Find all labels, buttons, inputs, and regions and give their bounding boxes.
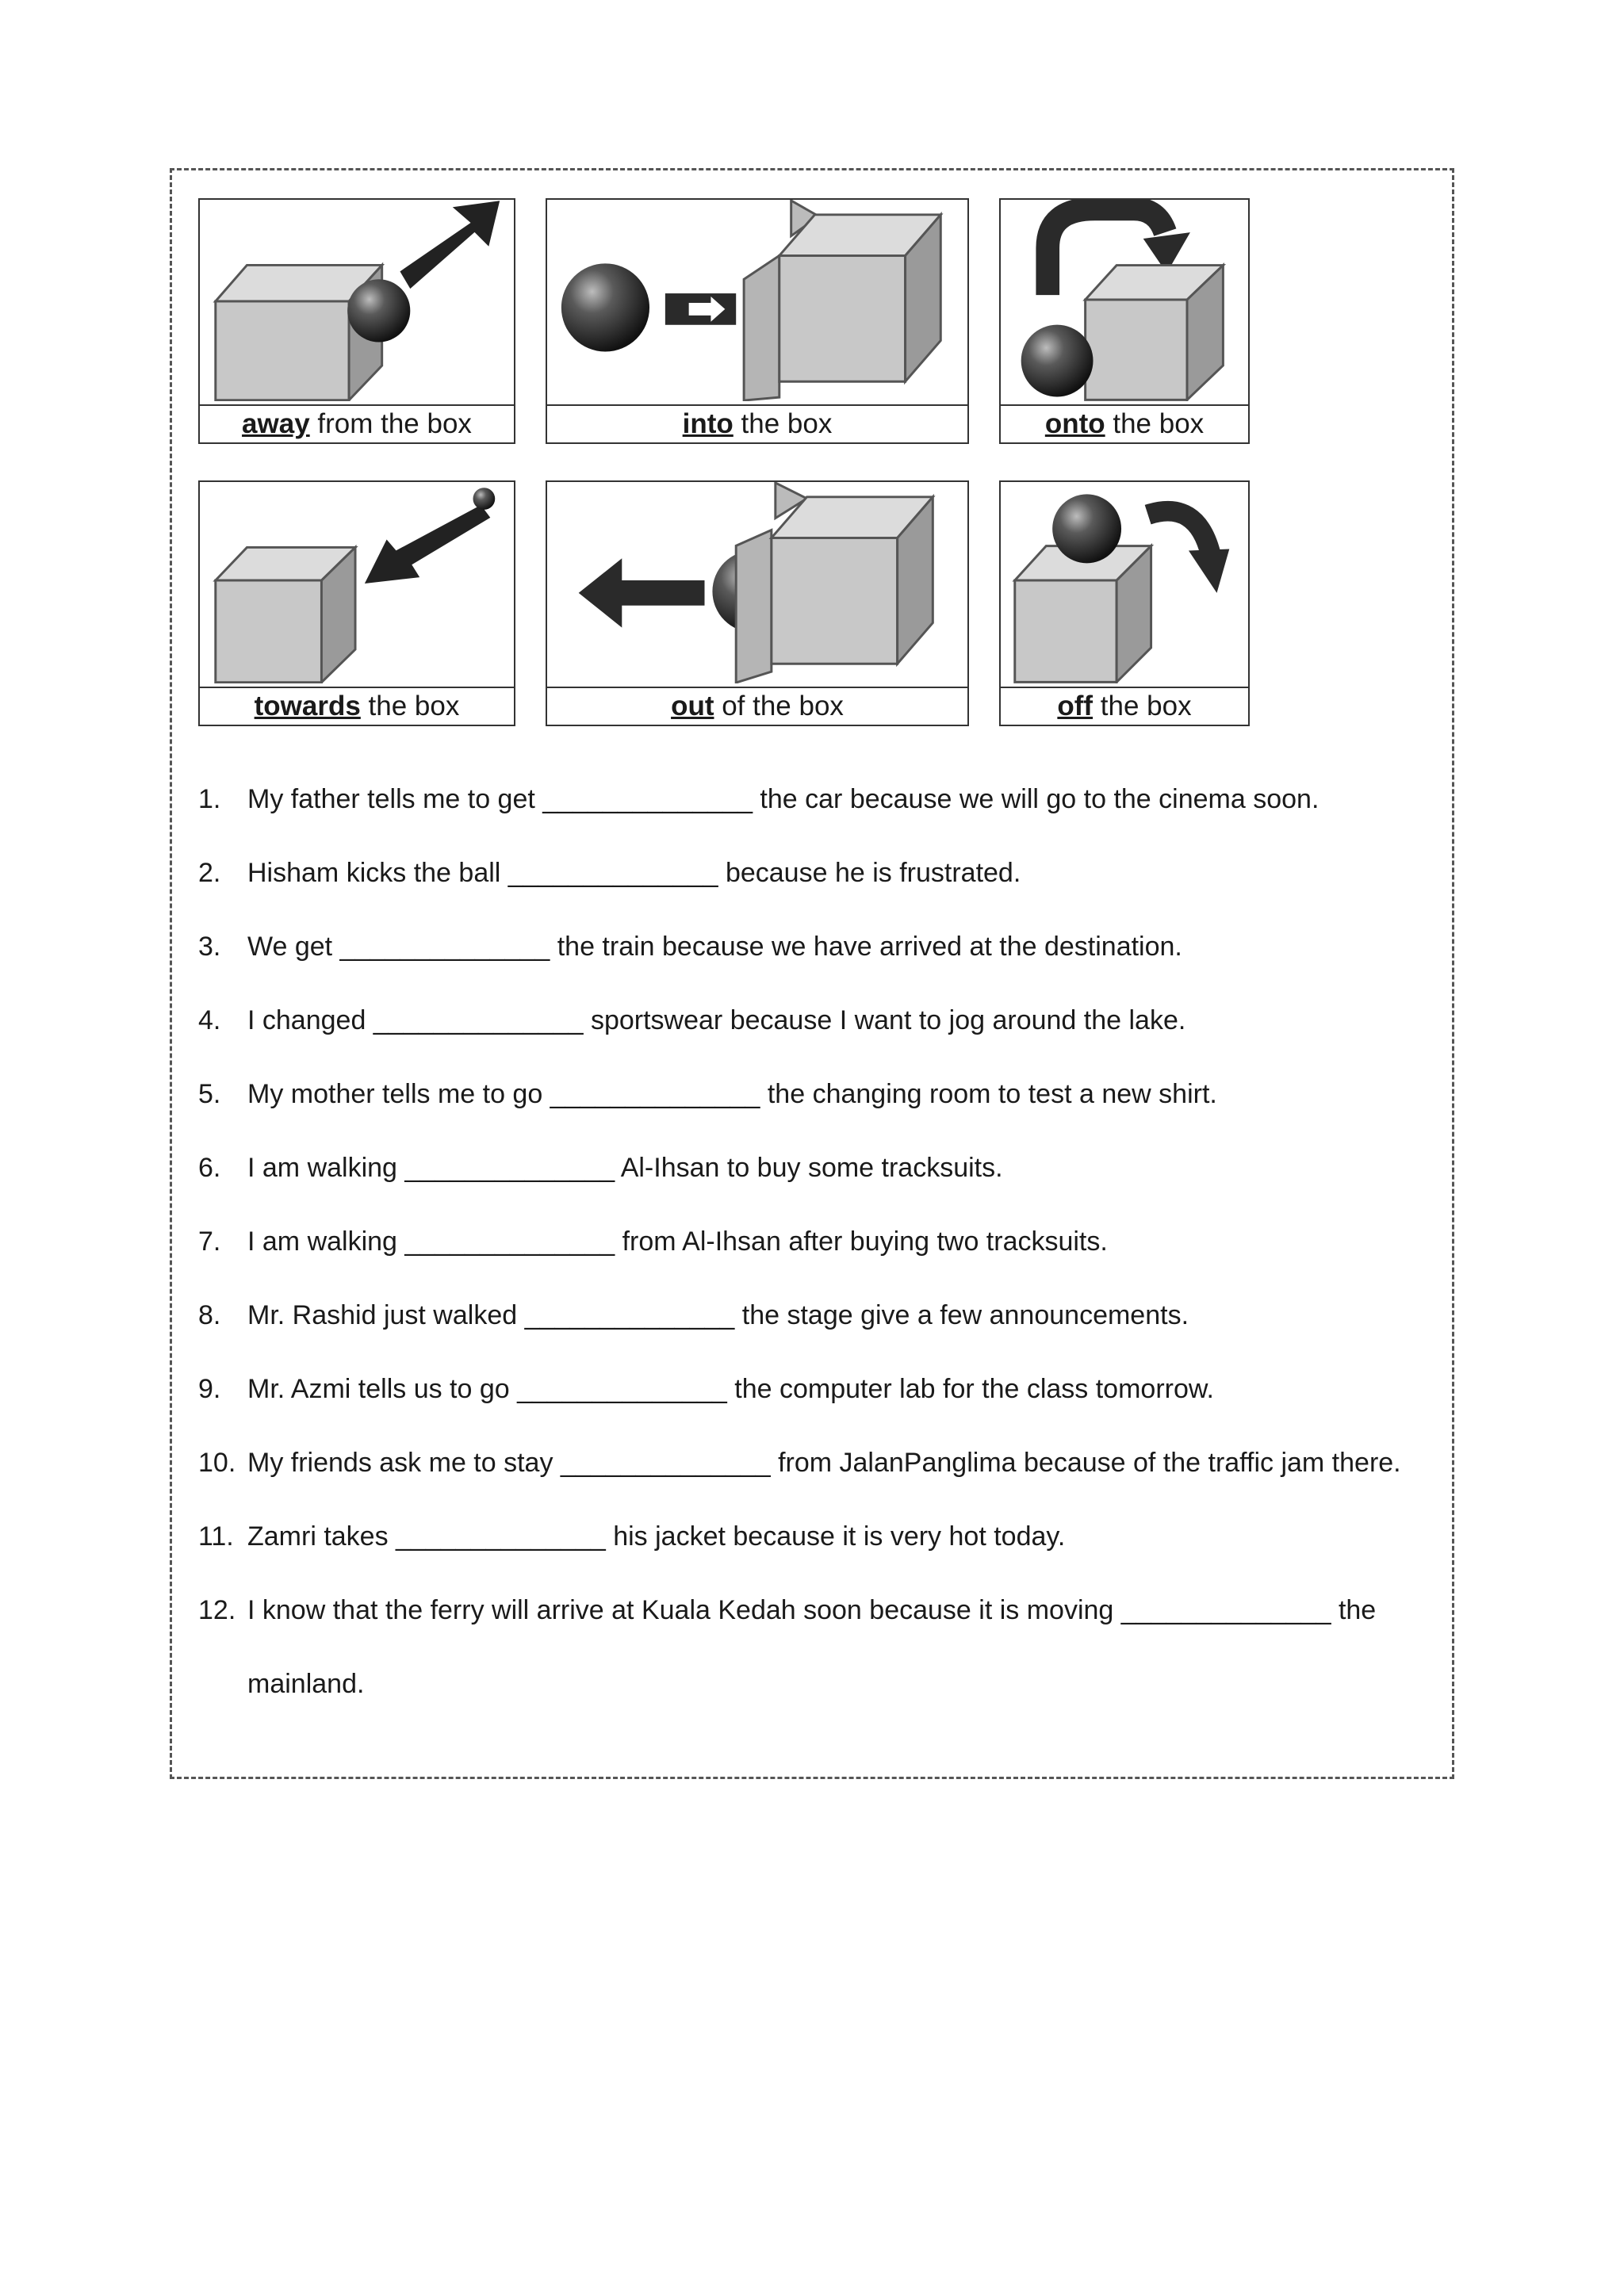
question-text: Zamri takes ______________ his jacket because it is very hot today. — [247, 1521, 1066, 1552]
question-text: My father tells me to get ______________ the car because we will go to the cinema soon. — [247, 784, 1320, 814]
card-keyword: into — [682, 408, 733, 439]
card-keyword: off — [1057, 691, 1094, 721]
card-caption-rest: the box — [360, 691, 460, 721]
card-keyword: away — [242, 408, 310, 439]
card-out — [546, 480, 969, 726]
question-number: 6. — [198, 1153, 221, 1183]
question-text: I am walking ______________ Al-Ihsan to buy some tracksuits. — [247, 1153, 1003, 1183]
card-caption — [200, 687, 514, 725]
ball-onto-box-icon — [1001, 200, 1248, 401]
question-number: 5. — [198, 1079, 221, 1109]
ball-away-from-box-icon — [200, 200, 514, 401]
question-number: 10. — [198, 1448, 236, 1478]
card-caption-rest: of the box — [714, 691, 844, 721]
question-number: 2. — [198, 858, 221, 888]
question-text: We get ______________ the train because we have arrived at the destination. — [247, 932, 1182, 962]
question-text: I am walking ______________ from Al-Ihsan after buying two tracksuits. — [247, 1226, 1108, 1257]
card-caption — [200, 404, 514, 442]
card-caption — [547, 687, 967, 725]
question-text: Mr. Rashid just walked ______________ the stage give a few announcements. — [247, 1300, 1189, 1330]
question-number: 9. — [198, 1374, 221, 1404]
ball-into-box-icon — [547, 200, 967, 401]
question-text: I changed ______________ sportswear because I want to jog around the lake. — [247, 1005, 1186, 1035]
question-number: 4. — [198, 1005, 221, 1035]
card-caption — [1001, 404, 1248, 442]
card-caption — [1001, 687, 1248, 725]
question-number: 12. — [198, 1595, 236, 1625]
question-text: My friends ask me to stay ______________ from JalanPanglima because of the traffic jam there. — [247, 1448, 1401, 1478]
ball-towards-box-icon — [200, 482, 514, 683]
question-number: 8. — [198, 1300, 221, 1330]
card-caption — [547, 404, 967, 442]
card-off — [999, 480, 1250, 726]
question-text: My mother tells me to go ______________ the changing room to test a new shirt. — [247, 1079, 1217, 1109]
question-text: Hisham kicks the ball ______________ because he is frustrated. — [247, 858, 1021, 888]
ball-off-box-icon — [1001, 482, 1248, 683]
card-caption-rest: the box — [1093, 691, 1192, 721]
question-number: 11. — [198, 1521, 234, 1552]
question-text: I know that the ferry will arrive at Kuala Kedah soon because it is moving ______________ the — [247, 1595, 1377, 1625]
question-number: 1. — [198, 784, 221, 814]
card-away — [198, 198, 515, 444]
card-keyword: towards — [254, 691, 361, 721]
question-number: 7. — [198, 1226, 221, 1257]
question-text-continuation: mainland. — [247, 1669, 365, 1699]
card-keyword: out — [671, 691, 714, 721]
card-caption-rest: the box — [733, 408, 833, 439]
question-number: 3. — [198, 932, 221, 962]
question-text: Mr. Azmi tells us to go ______________ the computer lab for the class tomorrow. — [247, 1374, 1215, 1404]
card-caption-rest: the box — [1105, 408, 1205, 439]
card-into — [546, 198, 969, 444]
card-onto — [999, 198, 1250, 444]
ball-out-of-box-icon — [547, 482, 967, 683]
card-towards — [198, 480, 515, 726]
card-keyword: onto — [1044, 408, 1105, 439]
card-caption-rest: from the box — [309, 408, 472, 439]
